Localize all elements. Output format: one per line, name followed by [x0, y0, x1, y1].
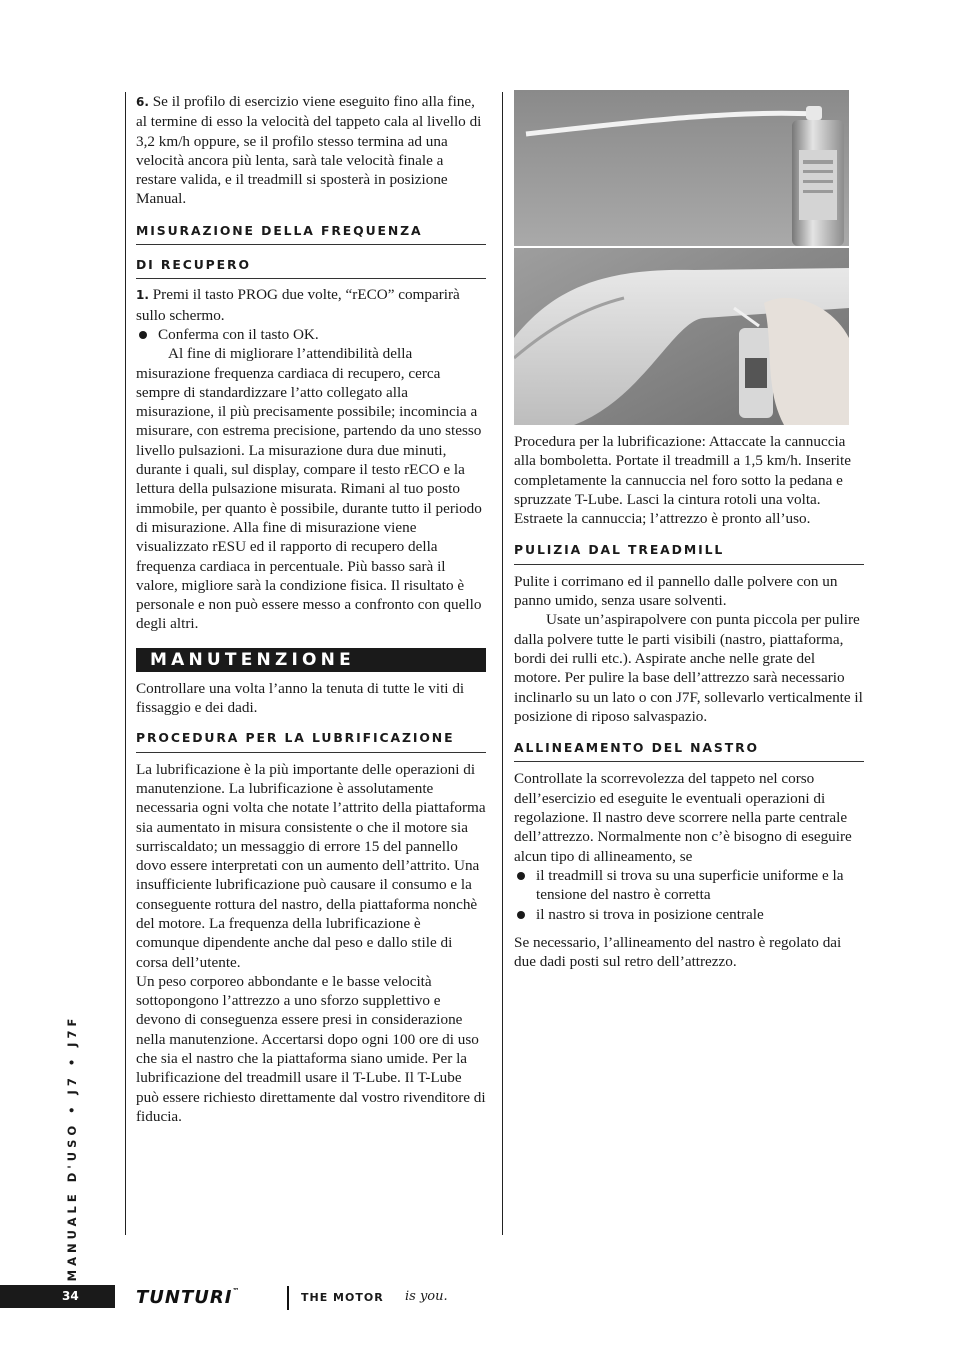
maintenance-banner: MANUTENZIONE: [136, 648, 486, 672]
lubrication-paragraph-2: Un peso corporeo abbondante e le basse velocità sottopongono l’attrezzo a uno sforzo supplettivo e devono di conseguenza essere presi in considerazione nella manutenzione. Accertarsi dopo ogni 100 ore di uso che sia el nastro che la piattaforma siano umide. Per la lubrificazione del treadmill usare il T-Lube. Il T-Lube può essere richiesto direttamente dal vostro rivenditore di fiducia.: [136, 972, 486, 1125]
tagline-motor: THE MOTOR: [301, 1291, 384, 1304]
bullet-dot-icon: [517, 911, 525, 919]
alignment-bullet-2: [514, 905, 864, 924]
heading-cleaning: PULIZIA DAL TREADMILL: [514, 540, 864, 564]
page-number-box: [0, 1285, 115, 1308]
ok-key-label: OK: [292, 325, 315, 343]
left-column-rule: [125, 92, 126, 1235]
bullet-confirm-text: Conferma con il tasto: [158, 325, 290, 343]
cleaning-paragraph-1: Pulite i corrimano ed il pannello dalle polvere con un panno umido, senza usare solventi.: [514, 572, 838, 610]
lubrication-illustration: [514, 248, 849, 425]
bullet-dot-icon: [517, 872, 525, 880]
brand-trademark: ™: [232, 1287, 241, 1295]
heading-alignment: ALLINEAMENTO DEL NASTRO: [514, 738, 864, 762]
heading-recovery-line2: DI RECUPERO: [136, 255, 486, 279]
side-manual-label: [55, 1014, 89, 1281]
heading-lubrication: PROCEDURA PER LA LUBRIFICAZIONE: [136, 728, 486, 752]
step-1-text-a: Premi il tasto: [152, 286, 234, 304]
brand-name: TUNTURI: [136, 1287, 233, 1308]
step-1-number: 1.: [136, 288, 149, 303]
photo-caption: Procedura per la lubrificazione: Attaccate la cannuccia alla bomboletta. Portate il treadmill a 1,5 km/h. Inserite completamente la cannuccia nel foro sotto la pedana e spruzzate T-Lube. Lasci la cintura rotoli una volta. Estraete la cannuccia; l’attrezzo è pronto all’uso.: [514, 433, 851, 528]
step-6-number: 6.: [136, 95, 149, 109]
side-manual-text: MANUALE D'USO • J7 • J7F: [65, 1014, 79, 1281]
alignment-paragraph: Controllate la scorrevolezza del tappeto nel corso dell’esercizio ed eseguite le eventuali operazioni di regolazione. Il nastro deve scorrere nella parte centrale dell’attrezzo. Normalmente non c’è bisogno di eseguire alcun tipo di allineamento, se: [514, 770, 852, 865]
step-6-paragraph: [136, 92, 486, 209]
middle-column-rule: [502, 92, 503, 1235]
tunturi-logo: [136, 1287, 240, 1308]
logo-separator: [287, 1286, 289, 1310]
maintenance-paragraph: Controllare una volta l’anno la tenuta di tutte le viti di fissaggio e dei dadi.: [136, 679, 465, 717]
right-column: [514, 432, 864, 971]
lubrication-paragraph-1: La lubrificazione è la più importante delle operazioni di manutenzione. La lubrificazione è assolutamente necessaria ogni volta che notate l’attrito della piattaforma sia aumentato in misura consistente o che il motore sia surriscaldato; un messaggio di errore 15 del pannello dovo essere interpretati con un aumento dell’attrito. Una insufficiente lubrificazione può causare il consumo e la conseguente rottura del nastro, della piattaforma nonchè del motore. La frequenza della lubrificazione è comunque dipendente anche dal peso e dallo stile di corsa dell’utente.: [136, 760, 486, 971]
left-column: [136, 92, 486, 1126]
step-6-text: Se il profilo di esercizio viene eseguito fino alla fine, al termine di esso la velocità del tappeto cala al livello di 3,2 km/h oppure, se il profilo stesso termina ad una velocità ancora più lenta, sarà tale velocità finale a restare valida, e il treadmill si sposterà in posizione Manual.: [136, 93, 482, 208]
cleaning-paragraph-2: Usate un’aspirapolvere con punta piccola per pulire dalla polvere tutte le parti visibili (nastro, piattaforma, bordi dei rulli etc.). Aspirate anche nelle grate del motore. Per pulire la base dell’attrezzo sarà necessario inclinarlo su un lato o con J7F, sollevarlo verticalmente il posizione di riposo salvaspazio.: [514, 611, 863, 725]
spray-can-illustration: [514, 90, 849, 246]
alignment-final-paragraph: Se necessario, l’allineamento del nastro è regolato dai due dadi posti sul retro dell’attrezzo.: [514, 933, 842, 971]
prog-key-label: PROG: [237, 286, 279, 304]
bullet-confirm-end: .: [314, 325, 319, 343]
step-1-text-b: due volte, “rECO” comparirà sullo schermo.: [136, 286, 460, 324]
heading-recovery-line1: MISURAZIONE DELLA FREQUENZA: [136, 221, 486, 245]
bullet-confirm: [136, 325, 486, 344]
tagline-is-you: is you.: [405, 1289, 448, 1304]
alignment-bullet-2-text: il nastro si trova in posizione centrale: [536, 905, 764, 923]
page-number: 34: [62, 1289, 79, 1303]
photo-spray-can: [514, 90, 849, 246]
step-1-paragraph: [136, 285, 486, 325]
alignment-bullet-1: [514, 866, 864, 905]
recovery-paragraph: Al fine di migliorare l’attendibilità della misurazione frequenza cardiaca di recupero, cerca sempre di standardizzare l’atto collegato alla misurazione, il più precisamente possibile; incomincia a misurare, con estrema precisione, partendo da uno stesso livello pulsazioni. La misurazione dura due minuti, durante i quali, sul display, compare il testo rECO e la lettura della pulsazione misurata. Rimani al tuo posto immobile, per quanto è possibile, durante tutto il periodo di misurazione. Alla fine di misurazione viene visualizzato rESU ed il rapporto di recupero della frequenza cardiaca in percentuale. Più basso sarà il valore, migliore sarà la condizione fisica. Il risultato è personale e non può essere messo a confronto con quello degli altri.: [136, 345, 482, 633]
bullet-dot-icon: [139, 331, 147, 339]
alignment-bullet-1-text: il treadmill si trova su una superficie uniforme e la tensione del nastro è corretta: [536, 866, 844, 904]
photo-lubrication: [514, 248, 849, 425]
